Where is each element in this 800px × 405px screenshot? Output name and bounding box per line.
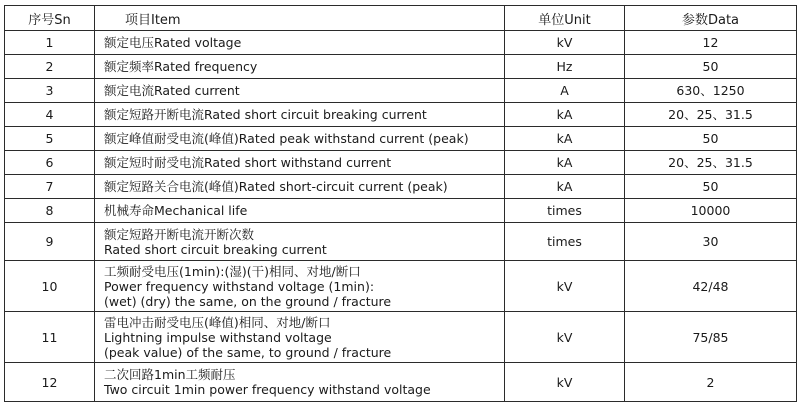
- cell-sn: 11: [5, 312, 95, 363]
- cell-unit: times: [505, 198, 625, 222]
- item-line: 二次回路1min工频耐压: [104, 367, 236, 383]
- table-row: [5, 102, 797, 126]
- cell-data: 42/48: [625, 261, 797, 312]
- item-line: 额定频率Rated frequency: [104, 58, 258, 74]
- table-row: [5, 198, 797, 222]
- cell-item: [95, 198, 505, 222]
- cell-sn: 3: [5, 78, 95, 102]
- header-sn: 序号Sn: [5, 6, 95, 31]
- cell-unit: kV: [505, 31, 625, 55]
- item-line: 额定电压Rated voltage: [104, 34, 242, 50]
- cell-item: [95, 312, 505, 363]
- cell-unit: A: [505, 78, 625, 102]
- cell-data: 20、25、31.5: [625, 150, 797, 174]
- cell-sn: 12: [5, 363, 95, 402]
- item-line: 额定短路开断电流开断次数: [104, 226, 255, 242]
- table-row: [5, 78, 797, 102]
- cell-data: 630、1250: [625, 78, 797, 102]
- cell-unit: kA: [505, 102, 625, 126]
- cell-data: 10000: [625, 198, 797, 222]
- table-row: [5, 31, 797, 55]
- cell-data: 75/85: [625, 312, 797, 363]
- parameter-table: [4, 5, 797, 402]
- header-unit: 单位Unit: [505, 6, 625, 31]
- cell-item: [95, 222, 505, 261]
- cell-item: [95, 102, 505, 126]
- cell-sn: 10: [5, 261, 95, 312]
- cell-item: [95, 31, 505, 55]
- cell-unit: kV: [505, 312, 625, 363]
- cell-unit: kV: [505, 363, 625, 402]
- cell-sn: 6: [5, 150, 95, 174]
- table-row: [5, 54, 797, 78]
- item-line: Rated short circuit breaking current: [104, 241, 327, 257]
- table-row: [5, 261, 797, 312]
- cell-data: 2: [625, 363, 797, 402]
- header-row: [5, 6, 797, 31]
- cell-item: [95, 363, 505, 402]
- cell-unit: kV: [505, 261, 625, 312]
- table-row: [5, 312, 797, 363]
- item-line: 雷电冲击耐受电压(峰值)相同、对地/断口: [104, 314, 331, 330]
- cell-sn: 2: [5, 54, 95, 78]
- cell-sn: 5: [5, 126, 95, 150]
- cell-unit: Hz: [505, 54, 625, 78]
- table-row: [5, 222, 797, 261]
- table-row: [5, 363, 797, 402]
- item-line: Power frequency withstand voltage (1min):: [104, 278, 375, 294]
- cell-sn: 8: [5, 198, 95, 222]
- item-line: Lightning impulse withstand voltage: [104, 329, 332, 345]
- table-row: [5, 126, 797, 150]
- cell-item: [95, 54, 505, 78]
- cell-data: 50: [625, 174, 797, 198]
- item-line: (peak value) of the same, to ground / fracture: [104, 344, 392, 360]
- item-line: 额定短路关合电流(峰值)Rated short-circuit current (peak): [104, 178, 448, 194]
- cell-sn: 4: [5, 102, 95, 126]
- header-item: 项目Item: [95, 6, 505, 31]
- cell-unit: kA: [505, 174, 625, 198]
- item-line: 机械寿命Mechanical life: [104, 202, 248, 218]
- cell-unit: kA: [505, 126, 625, 150]
- cell-item: [95, 78, 505, 102]
- item-line: (wet) (dry) the same, on the ground / fracture: [104, 293, 392, 309]
- table-row: [5, 150, 797, 174]
- table-row: [5, 174, 797, 198]
- item-line: 额定电流Rated current: [104, 82, 240, 98]
- item-line: 额定峰值耐受电流(峰值)Rated peak withstand current (peak): [104, 130, 469, 146]
- cell-unit: times: [505, 222, 625, 261]
- item-line: 额定短时耐受电流Rated short withstand current: [104, 154, 392, 170]
- cell-unit: kA: [505, 150, 625, 174]
- cell-data: 12: [625, 31, 797, 55]
- item-line: Two circuit 1min power frequency withstand voltage: [104, 382, 431, 398]
- cell-sn: 7: [5, 174, 95, 198]
- cell-item: [95, 150, 505, 174]
- cell-item: [95, 261, 505, 312]
- cell-data: 50: [625, 126, 797, 150]
- cell-data: 30: [625, 222, 797, 261]
- cell-sn: 1: [5, 31, 95, 55]
- cell-data: 20、25、31.5: [625, 102, 797, 126]
- cell-item: [95, 174, 505, 198]
- cell-data: 50: [625, 54, 797, 78]
- cell-item: [95, 126, 505, 150]
- header-data: 参数Data: [625, 6, 797, 31]
- item-line: 额定短路开断电流Rated short circuit breaking current: [104, 106, 427, 122]
- item-line: 工频耐受电压(1min):(湿)(干)相同、对地/断口: [104, 263, 361, 279]
- cell-sn: 9: [5, 222, 95, 261]
